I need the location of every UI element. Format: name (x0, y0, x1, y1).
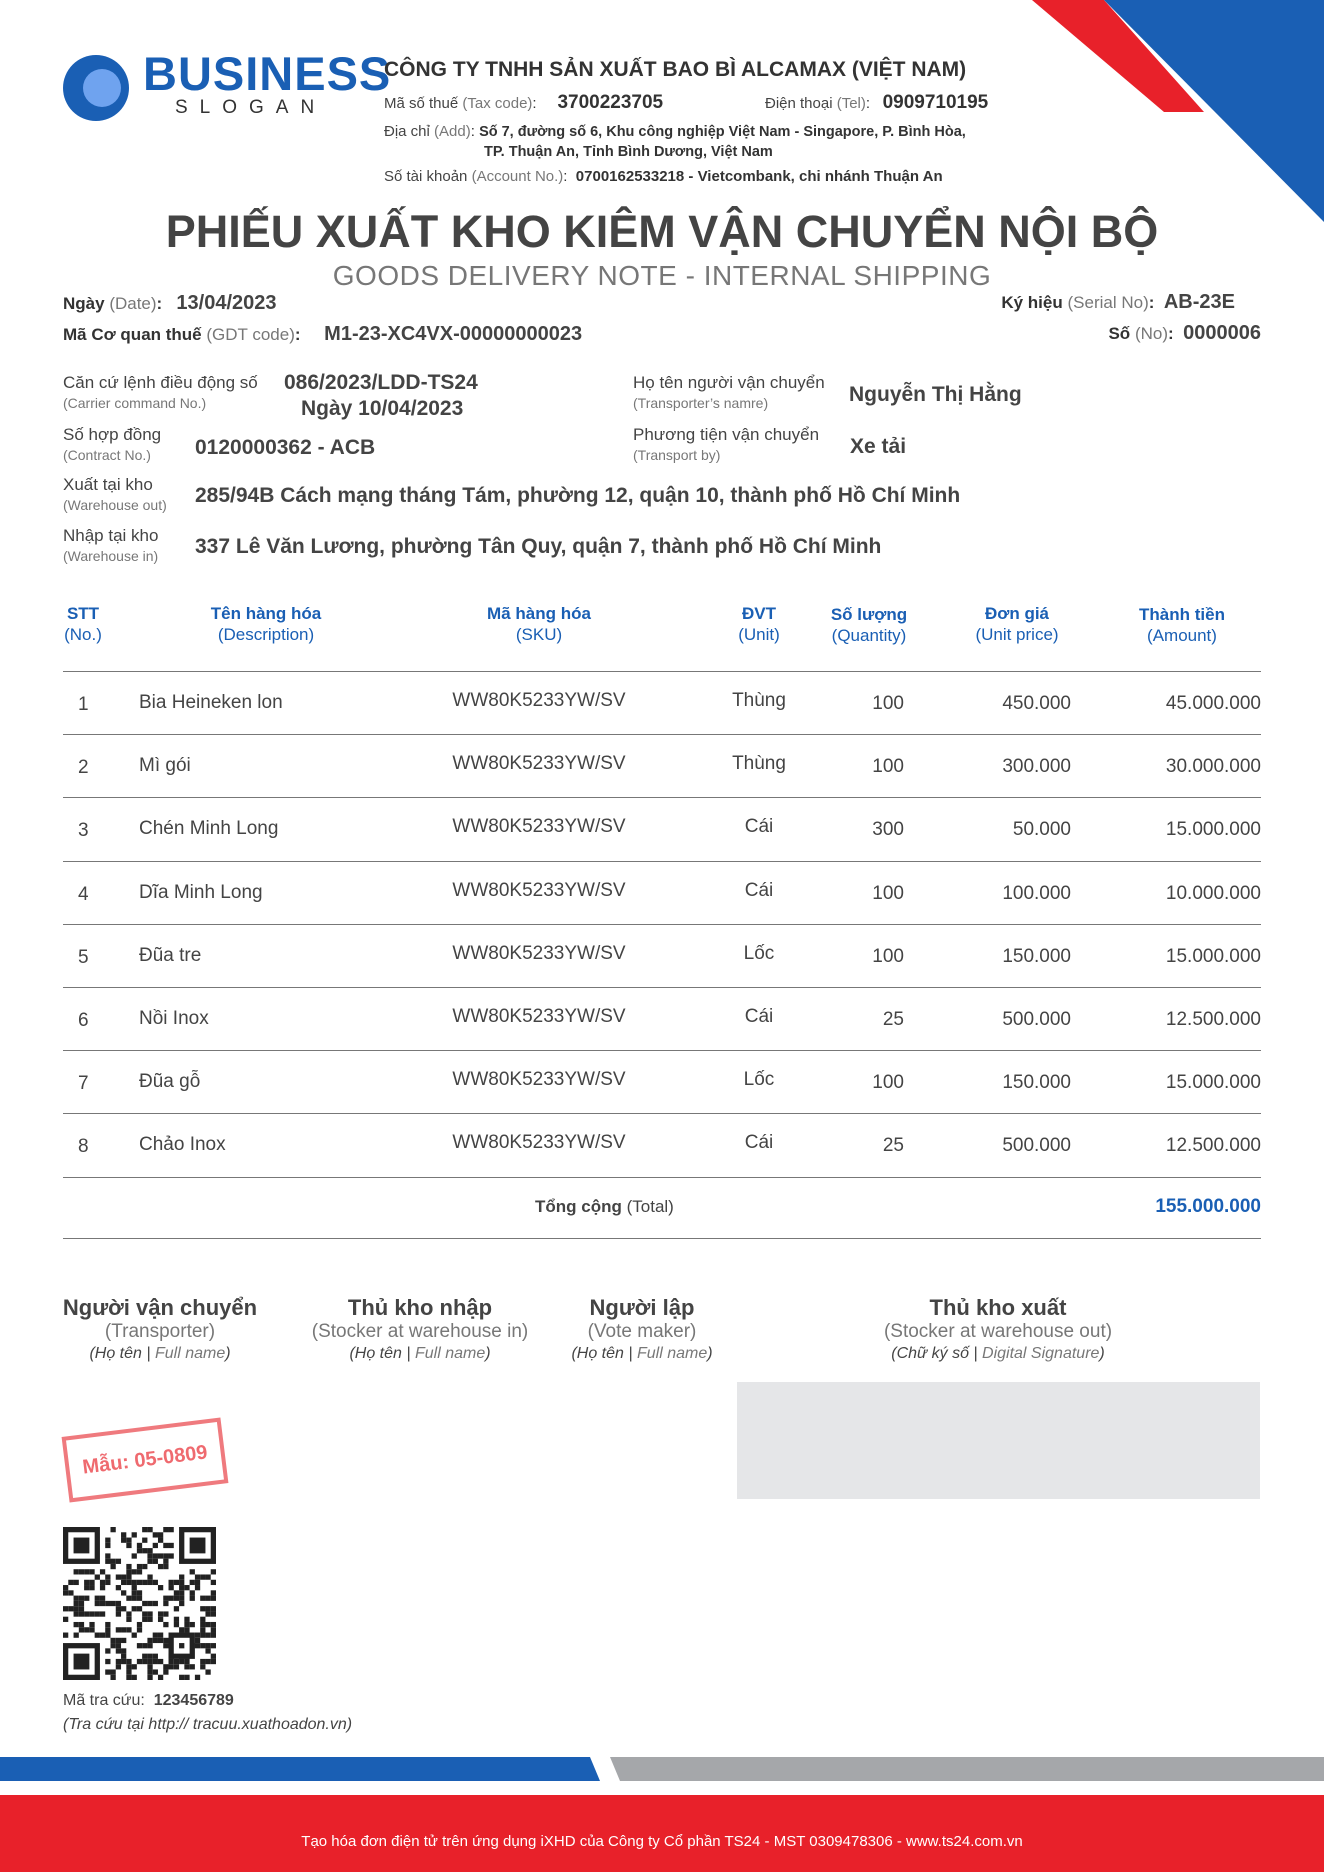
row-description: Chén Minh Long (139, 818, 279, 840)
row-quantity: 300 (872, 819, 904, 841)
warehouse-out-label: Xuất tại kho (Warehouse out) (63, 475, 167, 513)
gdt-row: Mã Cơ quan thuế (GDT code): M1-23-XC4VX-00000000023 (63, 323, 583, 345)
table-divider (63, 924, 1261, 925)
row-unit-price: 500.000 (1002, 1135, 1071, 1157)
row-unit-price: 150.000 (1002, 1072, 1071, 1094)
row-description: Chảo Inox (139, 1134, 226, 1156)
table-divider (63, 797, 1261, 798)
row-no: 1 (78, 694, 89, 715)
table-divider (63, 734, 1261, 735)
tel-row: Điện thoại (Tel): 0909710195 (765, 92, 989, 113)
lookup-note: (Tra cứu tại http:// tracuu.xuathoadon.vn) (63, 1716, 353, 1733)
row-description: Bia Heineken lon (139, 692, 283, 713)
tax-code: 3700223705 (557, 92, 664, 113)
row-amount: 15.000.000 (1165, 1072, 1261, 1094)
row-unit-price: 500.000 (1002, 1009, 1071, 1030)
address-line1: Số 7, đường số 6, Khu công nghiệp Việt Nam - Singapore, P. Bình Hòa, (479, 124, 966, 140)
col-header-unit-price: Đơn giá (Unit price) (975, 604, 1059, 644)
row-quantity: 25 (882, 1009, 904, 1030)
row-no: 2 (78, 757, 89, 779)
row-unit: Thùng (732, 753, 786, 775)
warehouse-out: 285/94B Cách mạng tháng Tám, phường 12, quận 10, thành phố Hồ Chí Minh (195, 484, 961, 507)
row-unit: Cái (744, 1006, 774, 1027)
row-unit: Cái (744, 1132, 774, 1154)
lookup-code: 123456789 (153, 1692, 234, 1709)
row-unit-price: 450.000 (1002, 693, 1071, 714)
total-label: Tổng cộng (Total) (535, 1197, 674, 1216)
row-description: Nồi Inox (139, 1008, 209, 1029)
row-description: Đũa gỗ (139, 1071, 201, 1093)
row-amount: 15.000.000 (1165, 945, 1261, 967)
transport-by: Xe tải (850, 435, 907, 458)
row-unit-price: 50.000 (1012, 819, 1071, 841)
row-sku: WW80K5233YW/SV (452, 942, 626, 964)
account-row: Số tài khoản (Account No.): 0700162533218 - Vietcombank, chi nhánh Thuận An (384, 168, 943, 185)
row-unit-price: 150.000 (1002, 945, 1071, 967)
date-row: Ngày (Date): 13/04/2023 (63, 292, 277, 314)
command-date: Ngày 10/04/2023 (301, 397, 464, 420)
address-line2: TP. Thuận An, Tỉnh Bình Dương, Việt Nam (484, 144, 773, 160)
row-unit: Cái (744, 816, 774, 838)
document-subtitle: GOODS DELIVERY NOTE - INTERNAL SHIPPING (332, 260, 992, 291)
table-divider (63, 861, 1261, 862)
contract-label: Số hợp đồng (Contract No.) (63, 425, 162, 463)
row-no: 5 (78, 946, 89, 968)
number-row: Số (No): 0000006 (1108, 322, 1261, 344)
warehouse-in-label: Nhập tại kho (Warehouse in) (63, 526, 159, 564)
col-header-description: Tên hàng hóa (Description) (210, 604, 322, 644)
footer-text: Tạo hóa đơn điện tử trên ứng dụng iXHD của Công ty Cổ phần TS24 - MST 0309478306 - www.ts24.com.vn (301, 1833, 1023, 1850)
row-quantity: 100 (872, 945, 904, 967)
row-description: Dĩa Minh Long (139, 881, 263, 903)
total-amount: 155.000.000 (1155, 1196, 1261, 1217)
col-header-no: STT (No.) (64, 604, 102, 644)
row-sku: WW80K5233YW/SV (452, 1069, 626, 1091)
row-quantity: 100 (872, 756, 904, 778)
address-block: Địa chỉ (Add): Số 7, đường số 6, Khu công nghiệp Việt Nam - Singapore, P. Bình Hòa, TP. Thuận An, Tỉnh Bình Dương, Việt Nam (384, 123, 966, 160)
transporter-name: Nguyễn Thị Hằng (849, 383, 1022, 406)
row-sku: WW80K5233YW/SV (452, 690, 626, 711)
serial-value: AB-23E (1163, 291, 1235, 313)
document-title: PHIẾU XUẤT KHO KIÊM VẬN CHUYỂN NỘI BỘ (165, 206, 1159, 257)
row-sku: WW80K5233YW/SV (452, 1006, 626, 1027)
col-header-unit: ĐVT (Unit) (738, 604, 780, 644)
row-no: 3 (78, 820, 89, 842)
warehouse-in: 337 Lê Văn Lương, phường Tân Quy, quận 7, thành phố Hồ Chí Minh (195, 535, 882, 558)
row-amount: 12.500.000 (1165, 1009, 1261, 1030)
table-divider (63, 1113, 1261, 1114)
form-stamp: Mẫu: 05-0809 (62, 1417, 229, 1502)
company-name: CÔNG TY TNHH SẢN XUẤT BAO BÌ ALCAMAX (VIỆT NAM) (384, 58, 967, 81)
row-amount: 12.500.000 (1165, 1135, 1261, 1157)
command-label: Căn cứ lệnh điều động số (Carrier command No.) (63, 373, 258, 411)
col-header-amount: Thành tiền (Amount) (1139, 605, 1225, 645)
row-description: Mì gói (139, 755, 191, 777)
contract-no: 0120000362 - ACB (195, 436, 376, 459)
row-amount: 45.000.000 (1165, 693, 1261, 714)
signature-stocker-out: Thủ kho xuất (Stocker at warehouse out) (Chữ ký số | Digital Signature) (883, 1295, 1113, 1362)
table-divider (63, 1050, 1261, 1051)
command-no: 086/2023/LDD-TS24 (284, 371, 478, 394)
row-unit-price: 300.000 (1002, 756, 1071, 778)
row-amount: 10.000.000 (1165, 882, 1261, 904)
serial-row: Ký hiệu (Serial No): AB-23E (1001, 291, 1235, 313)
table-divider (63, 1177, 1261, 1178)
col-header-sku: Mã hàng hóa (SKU) (487, 604, 591, 644)
row-sku: WW80K5233YW/SV (452, 1132, 626, 1154)
row-quantity: 25 (882, 1135, 904, 1157)
gdt-value: M1-23-XC4VX-00000000023 (324, 323, 583, 345)
transport-label: Phương tiện vận chuyển (Transport by) (633, 425, 820, 463)
table-divider (63, 671, 1261, 672)
row-unit: Lốc (743, 942, 775, 964)
table-divider (63, 1238, 1261, 1239)
account-no: 0700162533218 - Vietcombank, chi nhánh Thuận An (575, 168, 943, 185)
logo-wordmark: BUSINESS (143, 47, 392, 100)
row-no: 8 (78, 1136, 89, 1158)
tel: 0909710195 (882, 92, 989, 113)
row-quantity: 100 (872, 882, 904, 904)
digital-signature-box (737, 1382, 1260, 1499)
row-unit: Lốc (743, 1069, 775, 1091)
date-value: 13/04/2023 (176, 292, 277, 314)
corner-decoration (1024, 0, 1324, 225)
row-amount: 15.000.000 (1165, 819, 1261, 841)
lookup-code-row: Mã tra cứu: 123456789 (63, 1692, 234, 1709)
signature-stocker-in: Thủ kho nhập (Stocker at warehouse in) (Họ tên | Full name) (311, 1295, 529, 1362)
col-header-quantity: Số lượng (Quantity) (830, 605, 908, 645)
signature-transporter: Người vận chuyển (Transporter) (Họ tên | Full name) (62, 1295, 258, 1362)
row-quantity: 100 (872, 1072, 904, 1094)
logo-slogan: SLOGAN (175, 97, 327, 118)
row-sku: WW80K5233YW/SV (452, 753, 626, 775)
row-unit-price: 100.000 (1002, 882, 1071, 904)
signature-vote-maker: Người lập (Vote maker) (Họ tên | Full name) (571, 1295, 713, 1362)
row-unit: Thùng (732, 690, 786, 711)
row-no: 4 (78, 883, 89, 905)
row-no: 7 (78, 1073, 89, 1095)
row-description: Đũa tre (139, 944, 202, 966)
number-value: 0000006 (1183, 322, 1261, 344)
logo-icon (63, 55, 129, 121)
row-unit: Cái (744, 879, 774, 901)
row-quantity: 100 (872, 693, 904, 714)
tax-code-row: Mã số thuế (Tax code): 3700223705 (384, 92, 664, 113)
row-amount: 30.000.000 (1165, 756, 1261, 778)
qr-code-icon (63, 1527, 216, 1680)
transporter-label: Họ tên người vận chuyển (Transporter’s namre) (633, 373, 825, 411)
table-divider (63, 987, 1261, 988)
row-sku: WW80K5233YW/SV (452, 816, 626, 838)
row-sku: WW80K5233YW/SV (452, 879, 626, 901)
row-no: 6 (78, 1010, 89, 1031)
